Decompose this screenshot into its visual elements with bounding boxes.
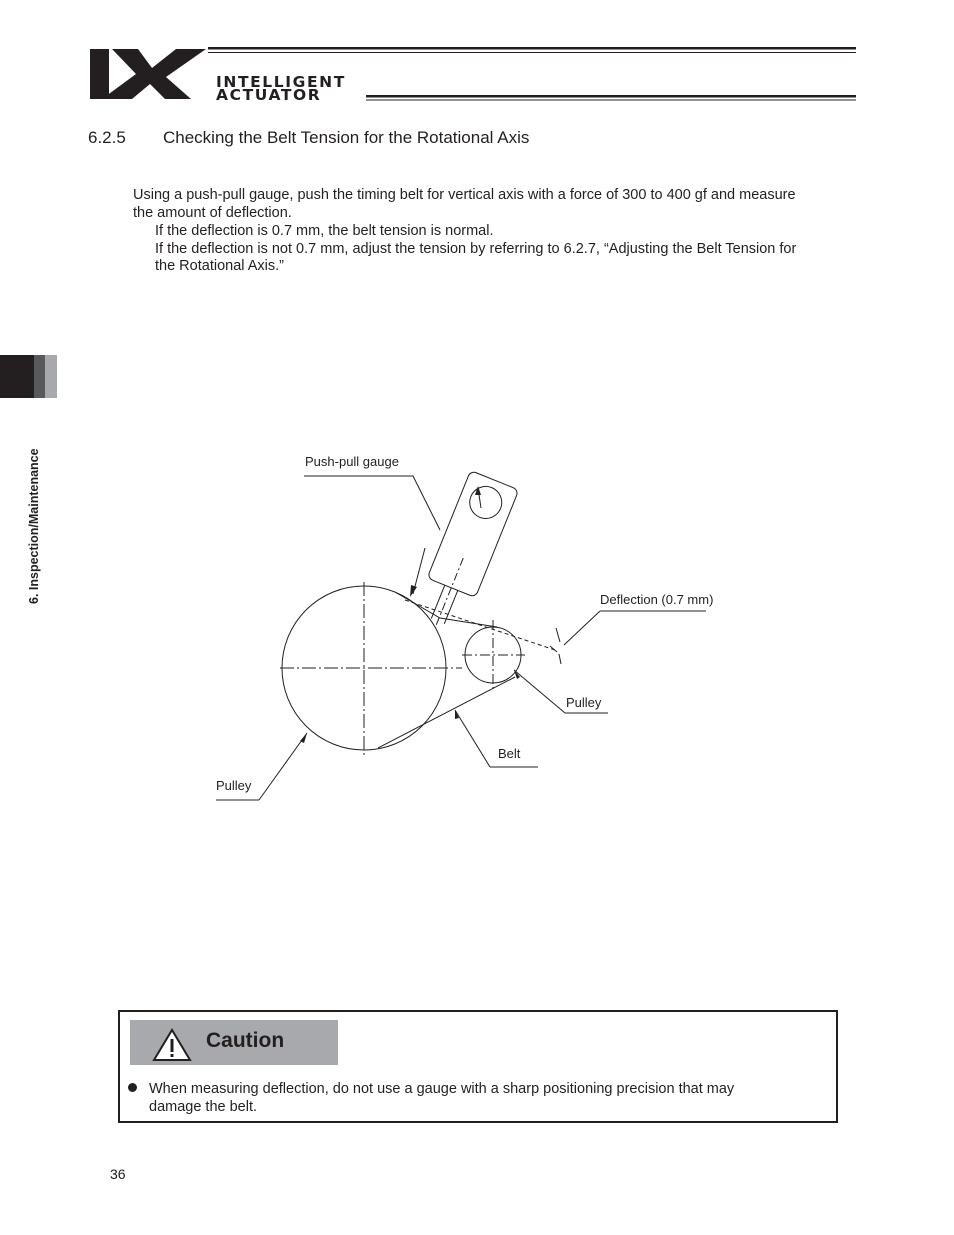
label-belt: Belt — [498, 746, 521, 761]
page-number: 36 — [110, 1166, 126, 1182]
warning-triangle-icon — [152, 1028, 192, 1062]
logo-text-actuator: ACTUATOR — [216, 86, 322, 104]
label-pulley-small: Pulley — [566, 695, 602, 710]
chapter-tab-mid — [34, 355, 45, 398]
bullet-icon — [128, 1083, 137, 1092]
belt-tension-figure — [200, 440, 760, 810]
chapter-side-label: 6. Inspection/Maintenance — [27, 448, 41, 604]
belt-top — [395, 592, 497, 627]
section-heading — [88, 128, 529, 148]
body-line-4: If the deflection is not 0.7 mm, adjust the tension by referring to 6.2.7, “Adjusting the Belt Tension for — [155, 241, 797, 257]
caution-title: Caution — [206, 1029, 285, 1052]
belt-bottom — [378, 677, 515, 748]
belt-diagram — [200, 440, 760, 810]
label-push-pull-gauge: Push-pull gauge — [305, 454, 399, 469]
label-pulley-large: Pulley — [216, 778, 252, 793]
chapter-tab-light — [45, 355, 57, 398]
caution-text — [149, 1080, 734, 1116]
label-deflection: Deflection (0.7 mm) — [600, 592, 714, 607]
section-title: Checking the Belt Tension for the Rotational Axis — [163, 128, 530, 147]
body-line-1: Using a push-pull gauge, push the timing belt for vertical axis with a force of 300 to 400 gf and measure — [133, 187, 796, 203]
chapter-tab-dark — [0, 355, 34, 398]
logo-text-intelligent: INTELLIGENT — [216, 73, 346, 91]
body-line-2: the amount of deflection. — [133, 205, 292, 221]
section-number: 6.2.5 — [88, 128, 126, 147]
caution-text-line-1: When measuring deflection, do not use a gauge with a sharp positioning precision that may — [149, 1081, 735, 1097]
brand-logo — [88, 44, 858, 104]
body-line-5: the Rotational Axis.” — [155, 258, 284, 274]
body-line-3: If the deflection is 0.7 mm, the belt tension is normal. — [155, 223, 494, 239]
ix-logo-mark — [88, 44, 858, 104]
caution-text-line-2: damage the belt. — [149, 1099, 258, 1115]
